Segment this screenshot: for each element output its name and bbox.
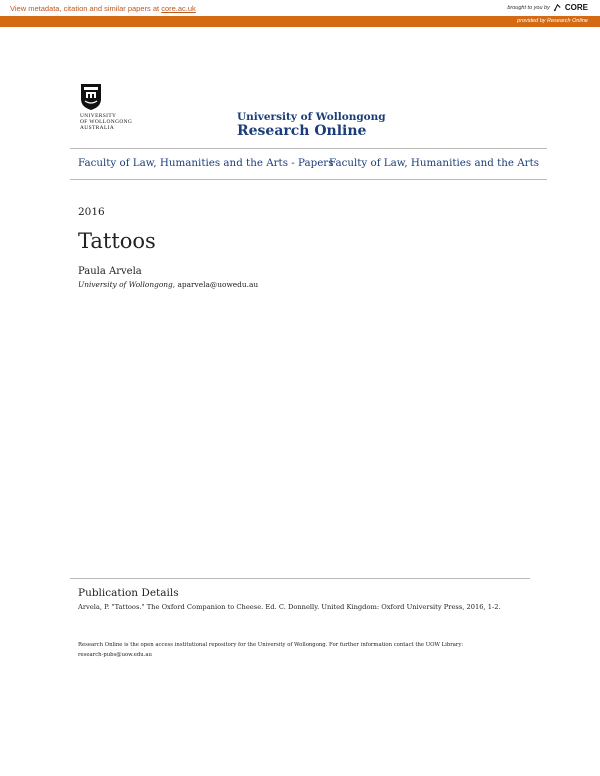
uow-logo[interactable] bbox=[80, 83, 144, 135]
publication-details-heading: Publication Details bbox=[78, 587, 179, 599]
core-link-text[interactable]: core.ac.uk bbox=[161, 4, 196, 13]
core-metadata-link[interactable] bbox=[10, 4, 196, 13]
logo-line: OF WOLLONGONG bbox=[80, 119, 133, 126]
footer-notice bbox=[78, 640, 528, 660]
logo-line: AUSTRALIA bbox=[80, 125, 115, 132]
author-name: Paula Arvela bbox=[78, 266, 142, 277]
article-title: Tattoos bbox=[78, 229, 156, 253]
publication-year: 2016 bbox=[78, 206, 105, 218]
shield-icon bbox=[80, 83, 102, 111]
logo-line: UNIVERSITY bbox=[80, 113, 117, 119]
core-logo: CORE bbox=[564, 3, 588, 12]
repository-name[interactable]: Research Online bbox=[237, 123, 367, 139]
affiliation-institution: University of Wollongong bbox=[78, 280, 173, 289]
core-link-prefix: View metadata, citation and similar papers at bbox=[10, 4, 162, 13]
publication-citation: Arvela, P. "Tattoos." The Oxford Companion to Cheese. Ed. C. Donnelly. United Kingdom: Oxford University Press, 2016, 1-2. bbox=[78, 603, 501, 611]
divider bbox=[70, 179, 547, 180]
divider bbox=[70, 148, 547, 149]
core-brand[interactable] bbox=[507, 3, 588, 12]
affiliation-email[interactable]: , aparvela@uowedu.au bbox=[172, 280, 259, 289]
provided-by-text: provided by Research Online bbox=[517, 18, 588, 24]
author-affiliation bbox=[78, 280, 258, 289]
uow-logo-text bbox=[80, 113, 132, 132]
divider bbox=[70, 578, 530, 579]
footer-line: Research Online is the open access institutional repository for the University of Wollongong. For further information contact the UOW Library: bbox=[78, 642, 464, 648]
faculty-link[interactable]: Faculty of Law, Humanities and the Arts bbox=[329, 157, 539, 169]
faculty-papers-link[interactable]: Faculty of Law, Humanities and the Arts - Papers bbox=[78, 157, 334, 169]
core-icon bbox=[553, 3, 562, 12]
repository-university[interactable]: University of Wollongong bbox=[237, 111, 386, 123]
footer-email[interactable]: research-pubs@uow.edu.au bbox=[78, 652, 152, 658]
brought-by-text: brought to you by bbox=[507, 4, 550, 11]
orange-strip bbox=[0, 16, 600, 27]
